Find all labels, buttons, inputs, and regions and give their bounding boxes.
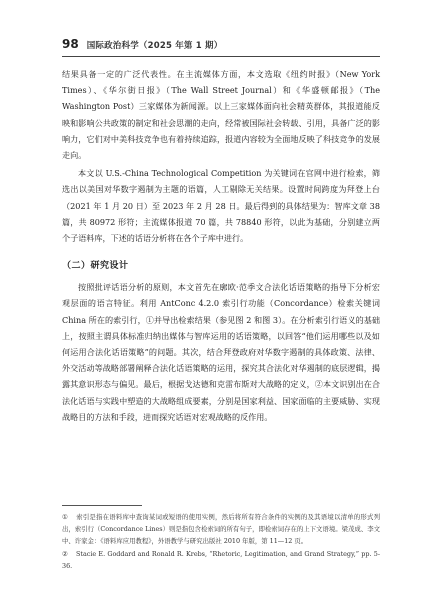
paragraph-2: 本文以 U.S.-China Technological Competition 为关键词在官网中进行检索，筛选出以美国对华数字遏制为主题的语篇，人工剔除无关结果。设置时间跨度为拜登上台（2021 年 1 月 20 日）至 2023 年 2 月 28 日。最后得到的具体结果为：智库文章 38 篇，共 80972 形符；主流媒体报道 70 篇，共 78840 形符，以此为基础，分别建立两个子语料库，下述的话语分析将在各个子库中进行。 (62, 168, 380, 244)
main-text (62, 66, 380, 425)
footnote-1 (62, 512, 380, 547)
footnote-1-text: 索引是指在语料库中查询某词或短语的使用实例，然后将所有符合条件的实例的及其语境以清单的形式列出，索引行（Concordance Lines）则是指包含检索词的所有句子，即检索词存在的上下文语境。梁茂成、李文中、许家金：《语料库应用教程》，外语教学与研究出版社 2010 年版，第 11—12 页。 (62, 513, 380, 545)
footnote-2-text: Stacie E. Goddard and Ronald R. Krebs, “Rhetoric, Legitimation, and Grand Strategy,” pp. 5-36. (62, 550, 380, 571)
footnote-2 (62, 549, 380, 573)
page-number: 98 (62, 37, 79, 51)
footnote-2-mark: ② (62, 550, 68, 559)
footnote-rule (62, 505, 142, 506)
running-header (62, 37, 222, 51)
paragraph-1: 结果具备一定的广泛代表性。在主流媒体方面，本文选取《纽约时报》（New York Times）、《华尔街日报》（The Wall Street Journal）和《华盛顿邮报》（The Washington Post）三家媒体为新闻源。以上三家媒体面向社会精英群体，其报道能反映和影响公共政策的制定和社会思潮的走向，经常被国际社会转载、引用，具备广泛的影响力，它们对中美科技竞争也有着持续追踪，报道内容较为全面地反映了科技竞争的发展走向。 (62, 69, 380, 161)
journal-title: 国际政治科学（2025 年第 1 期） (86, 41, 223, 51)
section-heading: （二）研究设计 (62, 261, 129, 272)
footnote-1-mark: ① (62, 513, 68, 521)
paragraph-3: 按照批评话语分析的原则，本文首先在廓欧·范季文合法化话语策略的指导下分析宏观层面的语言特征。利用 AntConc 4.2.0 索引行功能（Concordance）检索关键词 China 所在的索引行，①并导出检索结果（参见图 2 和图 3）。在分析索引行语义的基础上，按照主谓具体标准归纳出媒体与智库运用的话语策略，以回答“他们运用哪些以及如何运用合法化话语策略”的问题。其次，结合拜登政府对华数字遏制的具体政策、法律、外交活动等战略部署阐释合法化话语策略的运用，探究其合法化对华遏制的底层逻辑，揭露其意识形态与偏见。最后，根据戈达德和克雷布斯对大战略的定义，②本文识别出在合法化话语与实践中塑造的大战略组成要素，分别是国家利益、国家面临的主要威胁、实现战略目的方法和手段，进而探究话语对宏观战略的反作用。 (62, 282, 380, 422)
footnotes (62, 505, 380, 575)
header-rule (62, 56, 380, 57)
